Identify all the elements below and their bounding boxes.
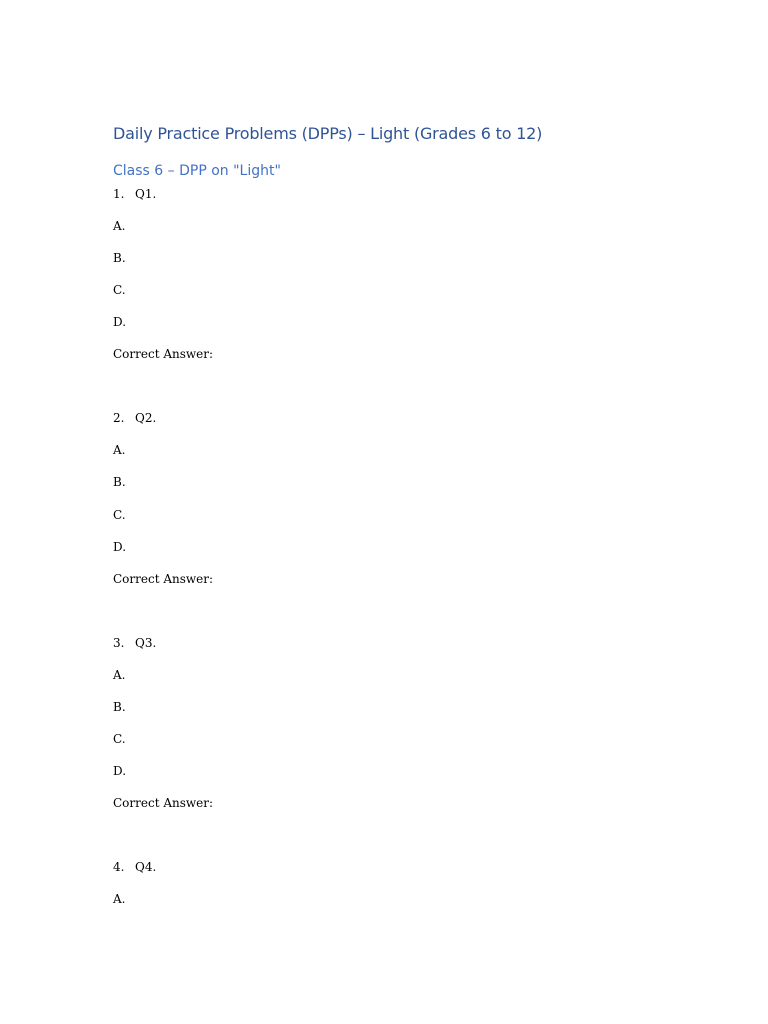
question-2-number: 2. <box>113 411 125 425</box>
question-1-correct-answer: Correct Answer: <box>113 347 214 361</box>
question-3-text: Q3. <box>135 636 157 650</box>
question-2-text: Q2. <box>135 411 157 425</box>
question-3-option-d: D. <box>113 764 127 778</box>
question-2-option-a: A. <box>113 443 126 457</box>
question-1-text: Q1. <box>135 187 157 201</box>
document-title: Daily Practice Problems (DPPs) – Light (Grades 6 to 12) <box>113 124 543 143</box>
question-3-option-a: A. <box>113 668 126 682</box>
question-1-number: 1. <box>113 187 125 201</box>
question-2 <box>113 410 156 426</box>
question-4-text: Q4. <box>135 860 157 874</box>
question-3-number: 3. <box>113 636 125 650</box>
question-2-option-b: B. <box>113 475 126 489</box>
section-heading: Class 6 – DPP on "Light" <box>113 163 281 179</box>
question-4 <box>113 859 156 875</box>
question-4-number: 4. <box>113 860 125 874</box>
question-4-option-a: A. <box>113 892 126 906</box>
question-3 <box>113 635 156 651</box>
question-2-correct-answer: Correct Answer: <box>113 572 214 586</box>
question-1-option-d: D. <box>113 315 127 329</box>
question-2-option-c: C. <box>113 508 126 522</box>
question-1-option-b: B. <box>113 251 126 265</box>
question-2-option-d: D. <box>113 540 127 554</box>
question-1-option-a: A. <box>113 219 126 233</box>
question-1-option-c: C. <box>113 283 126 297</box>
question-3-option-b: B. <box>113 700 126 714</box>
question-3-option-c: C. <box>113 732 126 746</box>
question-3-correct-answer: Correct Answer: <box>113 796 214 810</box>
question-1 <box>113 186 156 202</box>
